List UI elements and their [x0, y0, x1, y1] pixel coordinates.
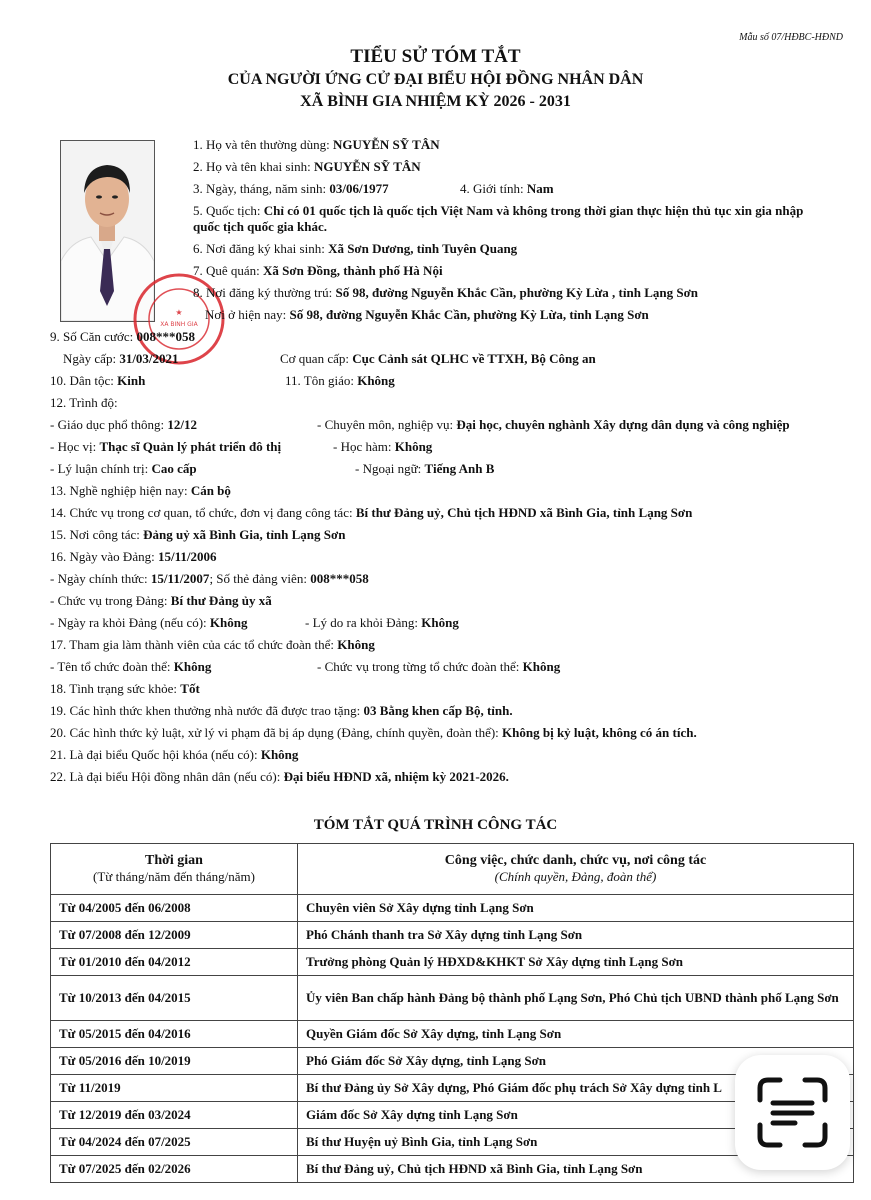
- field-permanent-residence: 8. Nơi đăng ký thường trú: Số 98, đường Nguyễn Khắc Cần, phường Kỳ Lừa , tỉnh Lạng Sơn: [193, 285, 699, 300]
- row-description: Chuyên viên Sở Xây dựng tỉnh Lạng Sơn: [298, 895, 854, 922]
- table-row: [51, 976, 854, 1021]
- table-row: [51, 949, 854, 976]
- field-id-number: 9. Số Căn cước: 008***058: [50, 329, 195, 344]
- row-description: Giám đốc Sở Xây dựng tỉnh Lạng Sơn: [298, 1102, 854, 1129]
- table-row: [51, 1048, 854, 1075]
- scan-text-icon: [735, 1055, 850, 1170]
- field-id-issue-date: Ngày cấp: 31/03/2021: [63, 351, 179, 366]
- field-position: 14. Chức vụ trong cơ quan, tổ chức, đơn vị đang công tác: Bí thư Đảng uỷ, Chủ tịch HĐND xã Bình Gia, tỉnh Lạng Sơn: [50, 505, 693, 520]
- field-id-issuer: Cơ quan cấp: Cục Cảnh sát QLHC về TTXH, Bộ Công an: [280, 351, 596, 366]
- field-awards: 19. Các hình thức khen thưởng nhà nước đã được trao tặng: 03 Bằng khen cấp Bộ, tỉnh.: [50, 703, 513, 718]
- row-period: Từ 05/2015 đến 04/2016: [51, 1021, 298, 1048]
- form-code: Mẫu số 07/HĐBC-HĐND: [739, 32, 843, 43]
- row-period: Từ 04/2005 đến 06/2008: [51, 895, 298, 922]
- row-period: Từ 04/2024 đến 07/2025: [51, 1129, 298, 1156]
- field-party-official: - Ngày chính thức: 15/11/2007; Số thẻ đảng viên: 008***058: [50, 571, 369, 586]
- field-political-theory: - Lý luận chính trị: Cao cấp: [50, 461, 197, 476]
- table-row: [51, 1102, 854, 1129]
- row-description: Bí thư Đảng uỷ, Chủ tịch HĐND xã Bình Gia, tỉnh Lạng Sơn: [298, 1156, 854, 1183]
- field-common-name: 1. Họ và tên thường dùng: NGUYỄN SỸ TÂN: [193, 137, 440, 152]
- table-row: [51, 922, 854, 949]
- row-period: Từ 11/2019: [51, 1075, 298, 1102]
- column-header-period: Thời gian (Từ tháng/năm đến tháng/năm): [51, 844, 298, 895]
- row-description: Quyền Giám đốc Sở Xây dựng, tỉnh Lạng Sơn: [298, 1021, 854, 1048]
- svg-text:XÃ BÌNH GIA: XÃ BÌNH GIA: [160, 321, 198, 328]
- field-party-exit-reason: - Lý do ra khỏi Đảng: Không: [305, 615, 459, 630]
- table-header-row: [51, 844, 854, 895]
- field-organization-name: - Tên tổ chức đoàn thể: Không: [50, 659, 212, 674]
- field-national-assembly: 21. Là đại biểu Quốc hội khóa (nếu có): Không: [50, 747, 299, 762]
- row-description: Trưởng phòng Quản lý HĐXD&KHKT Sở Xây dựng tỉnh Lạng Sơn: [298, 949, 854, 976]
- row-period: Từ 05/2016 đến 10/2019: [51, 1048, 298, 1075]
- work-history-title: TÓM TẮT QUÁ TRÌNH CÔNG TÁC: [313, 817, 558, 833]
- field-academic-title: - Học hàm: Không: [333, 439, 433, 454]
- field-current-residence: Nơi ở hiện nay: Số 98, đường Nguyễn Khắc Cần, phường Kỳ Lừa, tỉnh Lạng Sơn: [205, 307, 649, 322]
- row-description: Bí thư Đảng ủy Sở Xây dựng, Phó Giám đốc phụ trách Sở Xây dựng tỉnh L: [298, 1075, 854, 1102]
- row-description: Ủy viên Ban chấp hành Đảng bộ thành phố Lạng Sơn, Phó Chủ tịch UBND thành phố Lạng Sơn: [298, 976, 854, 1021]
- row-period: Từ 12/2019 đến 03/2024: [51, 1102, 298, 1129]
- row-period: Từ 07/2025 đến 02/2026: [51, 1156, 298, 1183]
- row-period: Từ 01/2010 đến 04/2012: [51, 949, 298, 976]
- field-occupation: 13. Nghề nghiệp hiện nay: Cán bộ: [50, 483, 231, 498]
- row-period: Từ 07/2008 đến 12/2009: [51, 922, 298, 949]
- document-subtitle: CỦA NGƯỜI ỨNG CỬ ĐẠI BIỂU HỘI ĐỒNG NHÂN DÂN: [227, 71, 644, 88]
- table-row: [51, 1075, 854, 1102]
- field-nationality: 5. Quốc tịch: Chỉ có 01 quốc tịch là quốc tịch Việt Nam và không trong thời gian thực hiện thủ tục xin gia nhập: [193, 203, 804, 218]
- document-title: TIỂU SỬ TÓM TẮT: [350, 46, 521, 67]
- field-workplace: 15. Nơi công tác: Đảng uỷ xã Bình Gia, tỉnh Lạng Sơn: [50, 527, 346, 542]
- row-description: Phó Chánh thanh tra Sở Xây dựng tỉnh Lạng Sơn: [298, 922, 854, 949]
- scan-text-button[interactable]: [735, 1055, 850, 1170]
- field-nationality-cont: quốc tịch quốc gia khác.: [193, 219, 327, 234]
- row-description: Phó Giám đốc Sở Xây dựng, tỉnh Lạng Sơn: [298, 1048, 854, 1075]
- field-ethnicity: 10. Dân tộc: Kinh: [50, 373, 146, 388]
- document-term: XÃ BÌNH GIA NHIỆM KỲ 2026 - 2031: [300, 93, 571, 110]
- field-hometown: 7. Quê quán: Xã Sơn Đồng, thành phố Hà Nội: [193, 263, 443, 278]
- field-peoples-council: 22. Là đại biểu Hội đồng nhân dân (nếu có): Đại biểu HĐND xã, nhiệm kỳ 2021-2026.: [50, 769, 509, 784]
- field-qualifications: 12. Trình độ:: [50, 395, 118, 410]
- field-party-position: - Chức vụ trong Đảng: Bí thư Đảng ủy xã: [50, 593, 272, 608]
- field-party-join-date: 16. Ngày vào Đảng: 15/11/2006: [50, 549, 217, 564]
- field-birth-name: 2. Họ và tên khai sinh: NGUYỄN SỸ TÂN: [193, 159, 421, 174]
- table-row: [51, 895, 854, 922]
- svg-text:★: ★: [175, 308, 183, 317]
- table-row: [51, 1156, 854, 1183]
- table-row: [51, 1021, 854, 1048]
- field-party-exit-date: - Ngày ra khỏi Đảng (nếu có): Không: [50, 615, 248, 630]
- field-birth-registration: 6. Nơi đăng ký khai sinh: Xã Sơn Dương, tỉnh Tuyên Quang: [193, 241, 518, 256]
- field-organization-role: - Chức vụ trong từng tổ chức đoàn thể: Không: [317, 659, 561, 674]
- field-foreign-language: - Ngoại ngữ: Tiếng Anh B: [355, 461, 495, 476]
- column-header-description: Công việc, chức danh, chức vụ, nơi công tác (Chính quyền, Đảng, đoàn thể): [298, 844, 854, 895]
- field-specialization: - Chuyên môn, nghiệp vụ: Đại học, chuyên nghành Xây dựng dân dụng và công nghiệp: [317, 417, 790, 432]
- field-birth-date: 3. Ngày, tháng, năm sinh: 03/06/1977: [193, 181, 389, 196]
- work-history-table: [50, 843, 854, 1183]
- field-health: 18. Tình trạng sức khỏe: Tốt: [50, 681, 200, 696]
- field-general-education: - Giáo dục phổ thông: 12/12: [50, 417, 197, 432]
- field-degree: - Học vị: Thạc sĩ Quản lý phát triển đô thị: [50, 439, 282, 454]
- field-religion: 11. Tôn giáo: Không: [285, 373, 395, 388]
- field-gender: 4. Giới tính: Nam: [460, 181, 554, 196]
- row-description: Bí thư Huyện uỷ Bình Gia, tỉnh Lạng Sơn: [298, 1129, 854, 1156]
- row-period: Từ 10/2013 đến 04/2015: [51, 976, 298, 1021]
- table-row: [51, 1129, 854, 1156]
- field-discipline: 20. Các hình thức kỷ luật, xử lý vi phạm đã bị áp dụng (Đảng, chính quyền, đoàn thể): Không bị kỷ luật, không có án tích.: [50, 725, 697, 740]
- field-organizations: 17. Tham gia làm thành viên của các tổ chức đoàn thể: Không: [50, 637, 375, 652]
